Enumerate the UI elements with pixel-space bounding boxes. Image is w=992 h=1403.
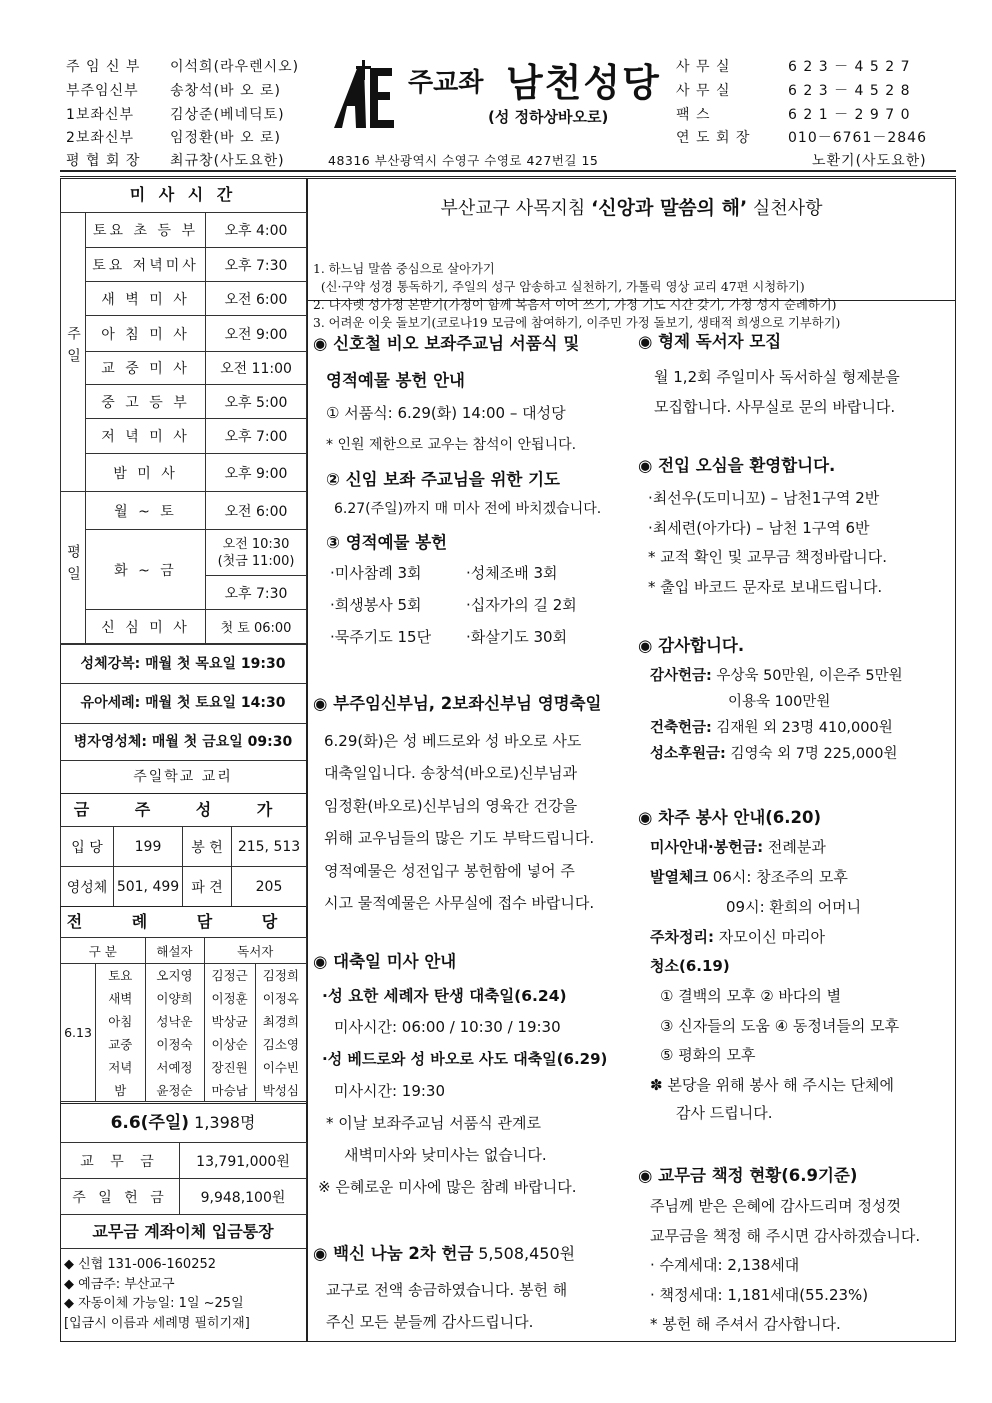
divider	[60, 170, 956, 172]
contact-row: 사 무 실 6 2 3 － 4 5 2 8	[676, 83, 911, 99]
benediction-info: 성체강복: 매월 첫 목요일 19:30	[60, 644, 306, 684]
contact-row: 연 도 회 장 010－6761－2846	[676, 130, 927, 146]
staff-row: 주 임 신 부 이석희(라우렌시오)	[66, 59, 300, 75]
hymns-table: 입 당 199 봉 헌 215, 513 영성체 501, 499 파 견 205	[60, 826, 307, 907]
liturgy-table: 구 분 해설자 독서자 6.13 토요 오지영 김정근 김정희 새벽 이양희 이정훈 이정옥 아침 성낙운 박상균 최경희 교중 이정숙 이상순 김소영 저녁 서예정 장진원 이수빈 밤 윤정순 마승남 박성심	[60, 937, 307, 1102]
sunday-school: 주일학교 교리	[60, 761, 306, 794]
baptism-info: 유아세례: 매월 첫 토요일 14:30	[60, 683, 306, 724]
offering-table: 교 무 금 13,791,000원 주 일 헌 금 9,948,100원	[60, 1142, 307, 1215]
address: 48316 부산광역시 수영구 수영로 427번길 15	[328, 153, 599, 168]
patron-saint: (성 정하상바오로)	[488, 108, 609, 126]
divider	[60, 176, 956, 177]
staff-row: 부주임신부 송창석(바 오 로)	[66, 83, 281, 99]
staff-row: 2보좌신부 임정환(바 오 로)	[66, 130, 281, 146]
staff-row: 1보좌신부 김상준(베네딕토)	[66, 107, 285, 123]
guide-list: 1. 하느님 말씀 중심으로 살아가기 (신·구약 성경 통독하기, 주일의 성구 암송하고 실천하기, 가톨릭 영상 교리 47편 시청하기) 2. 나자렛 성가정 본받기(가정이 함께 복음서 이어 쓰기, 가정 기도 시간 갖기, 가정 성지 순례하기) 3. 어려운 이웃 돌보기(코로나19 모금에 참여하기, 이주민 가정 돌보기, 생태적 희생으로 기부하기)	[313, 262, 841, 330]
guide-title: 부산교구 사목지침 ‘신앙과 말씀의 해’ 실천사항	[440, 197, 823, 219]
mass-title: 미 사 시 간	[60, 178, 306, 213]
staff-row: 평 협 회 장 최규창(사도요한)	[66, 153, 285, 169]
contact-row: 팩 스 6 2 1 － 2 9 7 0	[676, 107, 911, 123]
sunday-label: 주일	[61, 213, 86, 492]
contact-row: 사 무 실 6 2 3 － 4 5 2 7	[676, 59, 911, 75]
attendance: 6.6(주일) 1,398명	[60, 1103, 306, 1143]
feast-message: 6.29(화)은 성 베드로와 성 바오로 사도 대축일입니다. 송창석(바오로)신부님과 임정환(바오로)신부님의 영육간 건강을 위해 교우님들의 많은 기도 부탁드립니다. 영적예물은 성전입구 봉헌함에 넣어 주 시고 물적예물은 사무실에 접수 바랍니다.	[324, 732, 595, 913]
sick-communion-info: 병자영성체: 매월 첫 금요일 09:30	[60, 724, 306, 761]
weekday-label: 평일	[61, 492, 86, 644]
account-title: 교무금 계좌이체 입금통장	[60, 1216, 306, 1249]
account-info: ◆ 신협 131-006-160252 ◆ 예금주: 부산교구 ◆ 자동이체 가능일: 1일 ~25일 [입금시 이름과 세례명 필히기재]	[64, 1257, 250, 1331]
church-prefix: 주교좌	[408, 68, 484, 98]
liturgy-title: 전 례 담 당	[60, 906, 306, 938]
church-logo-icon	[330, 58, 396, 132]
mass-table: 주일 토요 초 등 부 오후 4:00 토요 저녁미사 오후 7:30 새 벽 미 사 오전 6:00 아 침 미 사 오전 9:00 교 중 미 사 오전 11:00 중 고 등 부 오후 5:00 저 녁 미 사 오후 7:00 밤 미 사 오후 9:00 평일 월 ~ 토 오전 6:00 화 ~ 금 오전 10:30 (첫금 11:00) 오후 7:30 신 심 미 사 첫 토 06:00	[60, 212, 307, 644]
church-name: 남천성당	[506, 61, 661, 105]
contact-name: 노환기(사도요한)	[812, 153, 927, 169]
hymns-title: 금 주 성 가	[60, 794, 306, 827]
vaccine-offering-title: ◉ 백신 나눔 2차 헌금 5,508,450원	[313, 1244, 576, 1263]
